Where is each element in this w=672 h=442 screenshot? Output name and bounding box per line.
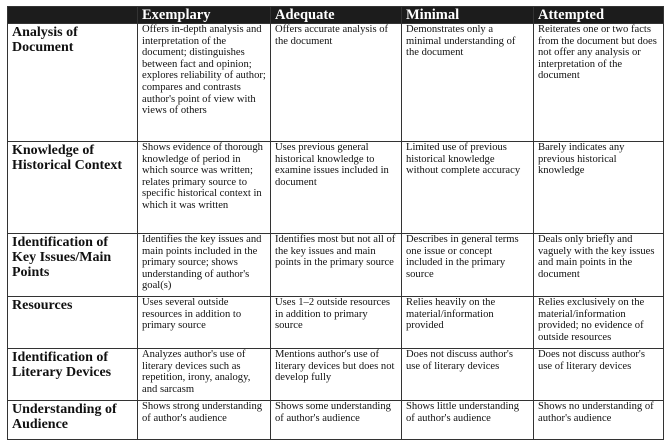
- cell-exemplary: Analyzes author's use of literary devices such as repetition, irony, analogy, and sarcasm: [138, 349, 271, 401]
- row-key-issues-main-points: [8, 234, 664, 297]
- cell-adequate: Uses previous general historical knowledge to examine issues included in document: [271, 142, 402, 234]
- cell-attempted: Barely indicates any previous historical knowledge: [534, 142, 664, 234]
- header-attempted: Attempted: [534, 7, 664, 24]
- cell-attempted: Shows no understanding of author's audience: [534, 401, 664, 440]
- cell-minimal: Demonstrates only a minimal understanding of the document: [402, 24, 534, 142]
- rubric-table: [7, 6, 664, 440]
- header-row: [8, 7, 664, 24]
- cell-minimal: Relies heavily on the material/information provided: [402, 297, 534, 349]
- cell-attempted: Does not discuss author's use of literary devices: [534, 349, 664, 401]
- cell-attempted: Reiterates one or two facts from the document but does not offer any analysis or interpretation of the document: [534, 24, 664, 142]
- cell-exemplary: Shows evidence of thorough knowledge of period in which source was written; relates primary source to specific historical context in which it was written: [138, 142, 271, 234]
- cell-exemplary: Offers in-depth analysis and interpretation of the document; distinguishes between fact and opinion; explores reliability of author; compares and contrasts author's point of view with views of others: [138, 24, 271, 142]
- header-corner: [8, 7, 138, 24]
- cell-exemplary: Identifies the key issues and main points included in the primary source; shows understanding of author's goal(s): [138, 234, 271, 297]
- cell-exemplary: Shows strong understanding of author's audience: [138, 401, 271, 440]
- header-minimal: Minimal: [402, 7, 534, 24]
- cell-adequate: Offers accurate analysis of the document: [271, 24, 402, 142]
- cell-adequate: Shows some understanding of author's audience: [271, 401, 402, 440]
- cell-minimal: Shows little understanding of author's audience: [402, 401, 534, 440]
- header-adequate: Adequate: [271, 7, 402, 24]
- rubric-body: [8, 24, 664, 440]
- criterion-label: Knowledge of Historical Context: [8, 142, 138, 234]
- cell-adequate: Identifies most but not all of the key issues and main points in the primary source: [271, 234, 402, 297]
- cell-minimal: Does not discuss author's use of literary devices: [402, 349, 534, 401]
- row-resources: [8, 297, 664, 349]
- cell-attempted: Relies exclusively on the material/information provided; no evidence of outside resources: [534, 297, 664, 349]
- criterion-label: Identification of Key Issues/Main Points: [8, 234, 138, 297]
- cell-minimal: Describes in general terms one issue or concept included in the primary source: [402, 234, 534, 297]
- cell-adequate: Uses 1–2 outside resources in addition to primary source: [271, 297, 402, 349]
- row-analysis-of-document: [8, 24, 664, 142]
- row-understanding-of-audience: [8, 401, 664, 440]
- criterion-label: Identification of Literary Devices: [8, 349, 138, 401]
- criterion-label: Resources: [8, 297, 138, 349]
- row-knowledge-of-historical-context: [8, 142, 664, 234]
- cell-attempted: Deals only briefly and vaguely with the key issues and main points in the document: [534, 234, 664, 297]
- header-exemplary: Exemplary: [138, 7, 271, 24]
- cell-minimal: Limited use of previous historical knowledge without complete accuracy: [402, 142, 534, 234]
- criterion-label: Understanding of Audience: [8, 401, 138, 440]
- row-literary-devices: [8, 349, 664, 401]
- criterion-label: Analysis of Document: [8, 24, 138, 142]
- cell-adequate: Mentions author's use of literary devices but does not develop fully: [271, 349, 402, 401]
- cell-exemplary: Uses several outside resources in addition to primary source: [138, 297, 271, 349]
- rubric-header: [8, 7, 664, 24]
